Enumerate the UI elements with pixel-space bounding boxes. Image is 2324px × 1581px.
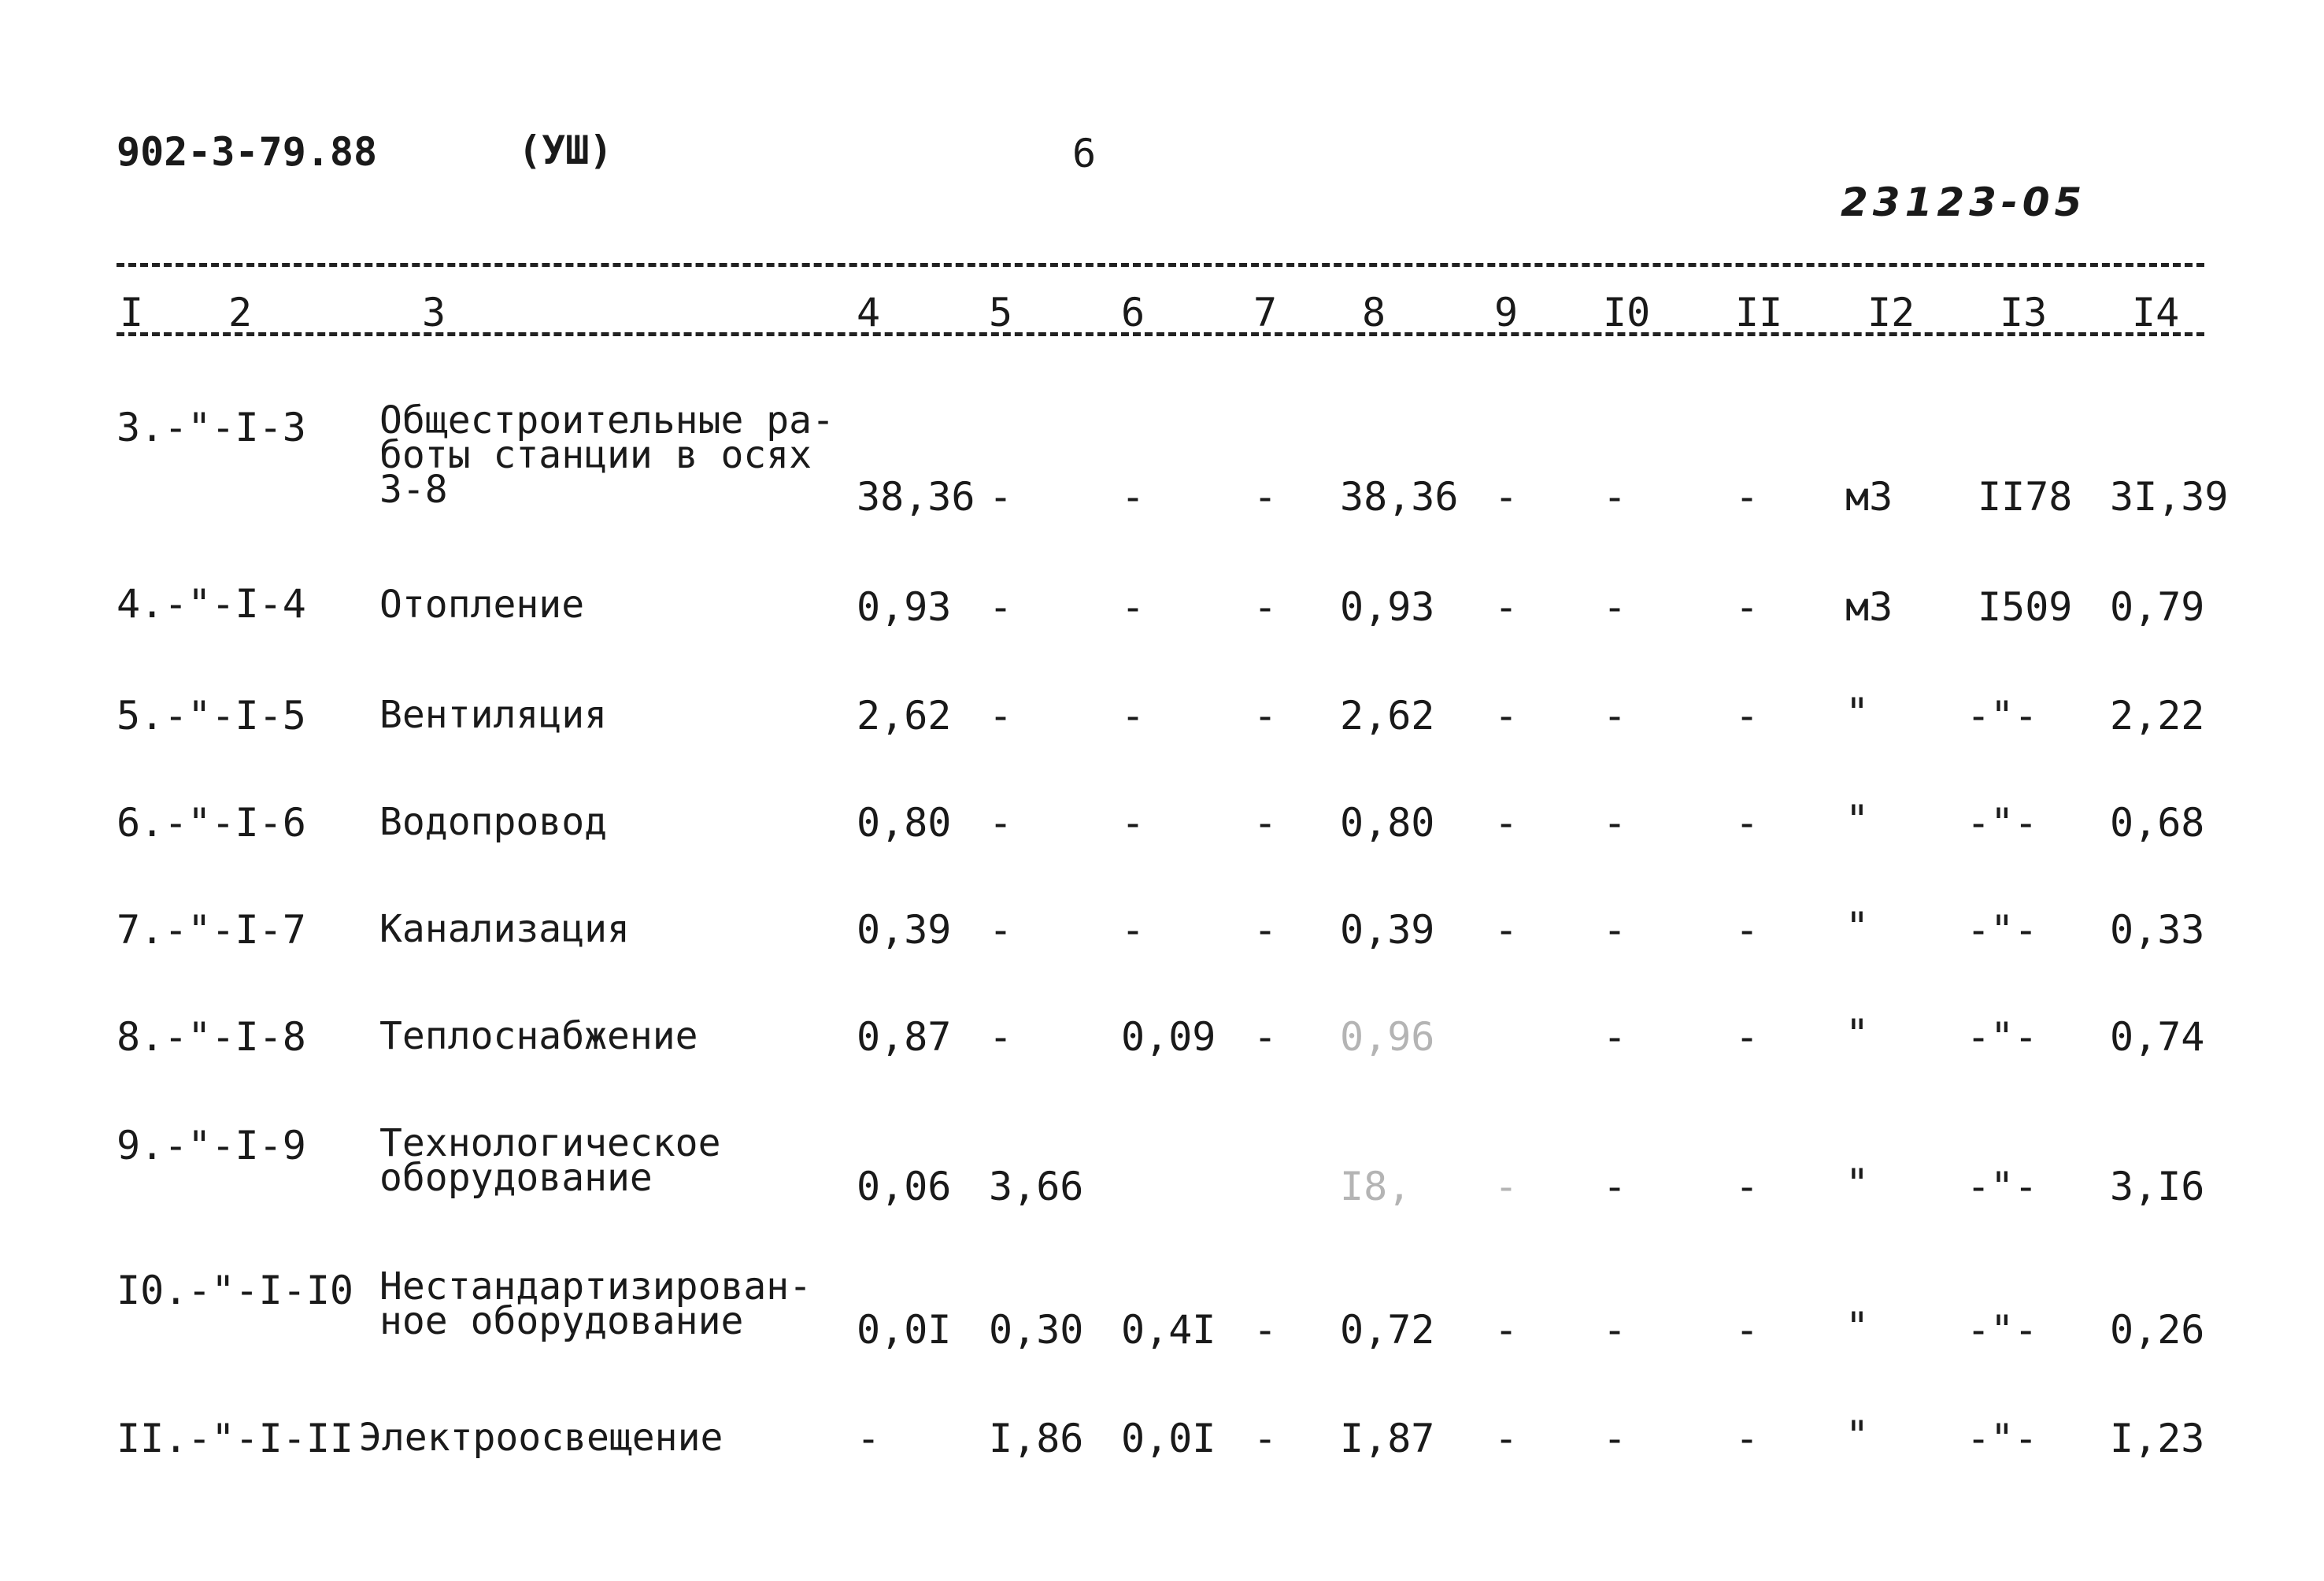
cell-col14: 0,74 [2110, 1014, 2205, 1060]
col-num-6: 6 [1121, 290, 1145, 335]
col-num-2: 2 [228, 290, 253, 335]
cell-col9: - [1494, 907, 1519, 953]
cell-col13: II78 [1978, 474, 2073, 520]
cell-col5: - [989, 1014, 1013, 1060]
cell-col8: 0,96 [1340, 1014, 1435, 1060]
cell-col5: 0,30 [989, 1307, 1084, 1353]
row-name: Общестроительные ра- боты станции в осях 3-8 [379, 398, 834, 512]
cell-col9: - [1494, 474, 1519, 520]
cell-col9: - [1494, 693, 1519, 739]
inventory-stamp: 23123-05 [1841, 180, 2087, 225]
cell-col4: 0,0I [857, 1307, 952, 1353]
cell-col6: - [1121, 800, 1145, 846]
col-num-11: II [1735, 290, 1783, 335]
cell-col7: - [1253, 1014, 1278, 1060]
row-name: Отопление [379, 583, 585, 627]
cell-col13: -"- [1967, 1416, 2038, 1461]
cell-col7: - [1253, 584, 1278, 630]
cell-col12: " [1845, 797, 1870, 842]
cell-col8: 38,36 [1340, 474, 1459, 520]
cell-col5: - [989, 907, 1013, 953]
cell-col12: " [1845, 690, 1870, 735]
document-code: 902-3-79.88 [117, 129, 378, 175]
cell-col14: 0,26 [2110, 1307, 2205, 1353]
cell-col14: I,23 [2110, 1416, 2205, 1461]
cell-col4: 0,39 [857, 907, 952, 953]
row-number: 4.-"-I-4 [117, 581, 306, 627]
col-num-14: I4 [2132, 290, 2180, 335]
cell-col10: - [1603, 1307, 1627, 1353]
cell-col11: - [1735, 1164, 1760, 1209]
cell-col12: " [1845, 904, 1870, 950]
col-num-1: I [120, 290, 144, 335]
cell-col8: 2,62 [1340, 693, 1435, 739]
cell-col11: - [1735, 800, 1760, 846]
cell-col9: - [1494, 584, 1519, 630]
cell-col8: I8, [1340, 1164, 1412, 1209]
row-name: Электроосвещение [359, 1416, 723, 1460]
cell-col13: -"- [1967, 1164, 2038, 1209]
row-number: 6.-"-I-6 [117, 800, 306, 846]
cell-col8: 0,93 [1340, 584, 1435, 630]
cell-col10: - [1603, 1164, 1627, 1209]
row-number: 9.-"-I-9 [117, 1123, 306, 1168]
cell-col13: -"- [1967, 1307, 2038, 1353]
cell-col4: 0,93 [857, 584, 952, 630]
cell-col9: - [1494, 1164, 1519, 1209]
row-name: Канализация [379, 907, 630, 951]
cell-col5: - [989, 584, 1013, 630]
cell-col13: -"- [1967, 800, 2038, 846]
cell-col13: -"- [1967, 907, 2038, 953]
cell-col7: - [1253, 1307, 1278, 1353]
cell-col10: - [1603, 1416, 1627, 1461]
cell-col6: - [1121, 907, 1145, 953]
cell-col7: - [1253, 907, 1278, 953]
col-num-4: 4 [857, 290, 881, 335]
col-num-12: I2 [1867, 290, 1915, 335]
cell-col5: - [989, 693, 1013, 739]
cell-col14: 3I,39 [2110, 474, 2229, 520]
cell-col11: - [1735, 1307, 1760, 1353]
top-rule [117, 263, 2204, 267]
row-name: Вентиляция [379, 693, 607, 737]
cell-col11: - [1735, 584, 1760, 630]
cell-col9: - [1494, 1307, 1519, 1353]
cell-col6: 0,0I [1121, 1416, 1216, 1461]
page-number: 6 [1072, 131, 1097, 176]
cell-col12: " [1845, 1011, 1870, 1057]
cell-col6: - [1121, 474, 1145, 520]
cell-col8: 0,39 [1340, 907, 1435, 953]
cell-col12: " [1845, 1413, 1870, 1458]
row-number: I0.-"-I-I0 [117, 1268, 354, 1313]
cell-col10: - [1603, 584, 1627, 630]
cell-col10: - [1603, 474, 1627, 520]
cell-col13: -"- [1967, 693, 2038, 739]
cell-col11: - [1735, 693, 1760, 739]
cell-col5: - [989, 474, 1013, 520]
col-num-13: I3 [2000, 290, 2048, 335]
cell-col4: 38,36 [857, 474, 975, 520]
cell-col14: 2,22 [2110, 693, 2205, 739]
cell-col4: 0,80 [857, 800, 952, 846]
cell-col4: 2,62 [857, 693, 952, 739]
cell-col10: - [1603, 693, 1627, 739]
col-num-9: 9 [1494, 290, 1519, 335]
cell-col4: 0,87 [857, 1014, 952, 1060]
cell-col7: - [1253, 474, 1278, 520]
col-num-5: 5 [989, 290, 1013, 335]
cell-col6: - [1121, 584, 1145, 630]
cell-col7: - [1253, 1416, 1278, 1461]
cell-col6: 0,09 [1121, 1014, 1216, 1060]
col-num-8: 8 [1362, 290, 1386, 335]
row-name: Теплоснабжение [379, 1014, 698, 1058]
cell-col12: " [1845, 1161, 1870, 1206]
cell-col5: - [989, 800, 1013, 846]
col-num-10: I0 [1603, 290, 1651, 335]
cell-col12: м3 [1845, 474, 1893, 520]
cell-col12: м3 [1845, 584, 1893, 630]
col-num-7: 7 [1253, 290, 1278, 335]
row-name: Водопровод [379, 800, 607, 844]
cell-col14: 3,I6 [2110, 1164, 2205, 1209]
cell-col10: - [1603, 1014, 1627, 1060]
cell-col10: - [1603, 907, 1627, 953]
row-number: II.-"-I-II [117, 1416, 354, 1461]
column-number-underline [117, 332, 2204, 336]
row-name: Технологическое оборудование [379, 1121, 721, 1200]
cell-col11: - [1735, 1416, 1760, 1461]
col-num-3: 3 [422, 290, 446, 335]
cell-col8: I,87 [1340, 1416, 1435, 1461]
cell-col9: - [1494, 1416, 1519, 1461]
cell-col5: 3,66 [989, 1164, 1084, 1209]
cell-col4: - [857, 1416, 881, 1461]
cell-col14: 0,68 [2110, 800, 2205, 846]
cell-col6: 0,4I [1121, 1307, 1216, 1353]
cell-col14: 0,79 [2110, 584, 2205, 630]
cell-col11: - [1735, 907, 1760, 953]
cell-col7: - [1253, 693, 1278, 739]
cell-col13: I509 [1978, 584, 2073, 630]
cell-col10: - [1603, 800, 1627, 846]
row-number: 3.-"-I-3 [117, 405, 306, 450]
cell-col7: - [1253, 800, 1278, 846]
cell-col11: - [1735, 1014, 1760, 1060]
cell-col6: - [1121, 693, 1145, 739]
cell-col11: - [1735, 474, 1760, 520]
album-number: (УШ) [518, 128, 613, 173]
cell-col14: 0,33 [2110, 907, 2205, 953]
cell-col9: - [1494, 800, 1519, 846]
cell-col12: " [1845, 1304, 1870, 1350]
cell-col8: 0,80 [1340, 800, 1435, 846]
cell-col4: 0,06 [857, 1164, 952, 1209]
row-number: 8.-"-I-8 [117, 1014, 306, 1060]
row-number: 7.-"-I-7 [117, 907, 306, 953]
cell-col13: -"- [1967, 1014, 2038, 1060]
row-name: Нестандартизирован- ное оборудование [379, 1264, 812, 1343]
row-number: 5.-"-I-5 [117, 693, 306, 739]
cell-col5: I,86 [989, 1416, 1084, 1461]
cell-col8: 0,72 [1340, 1307, 1435, 1353]
